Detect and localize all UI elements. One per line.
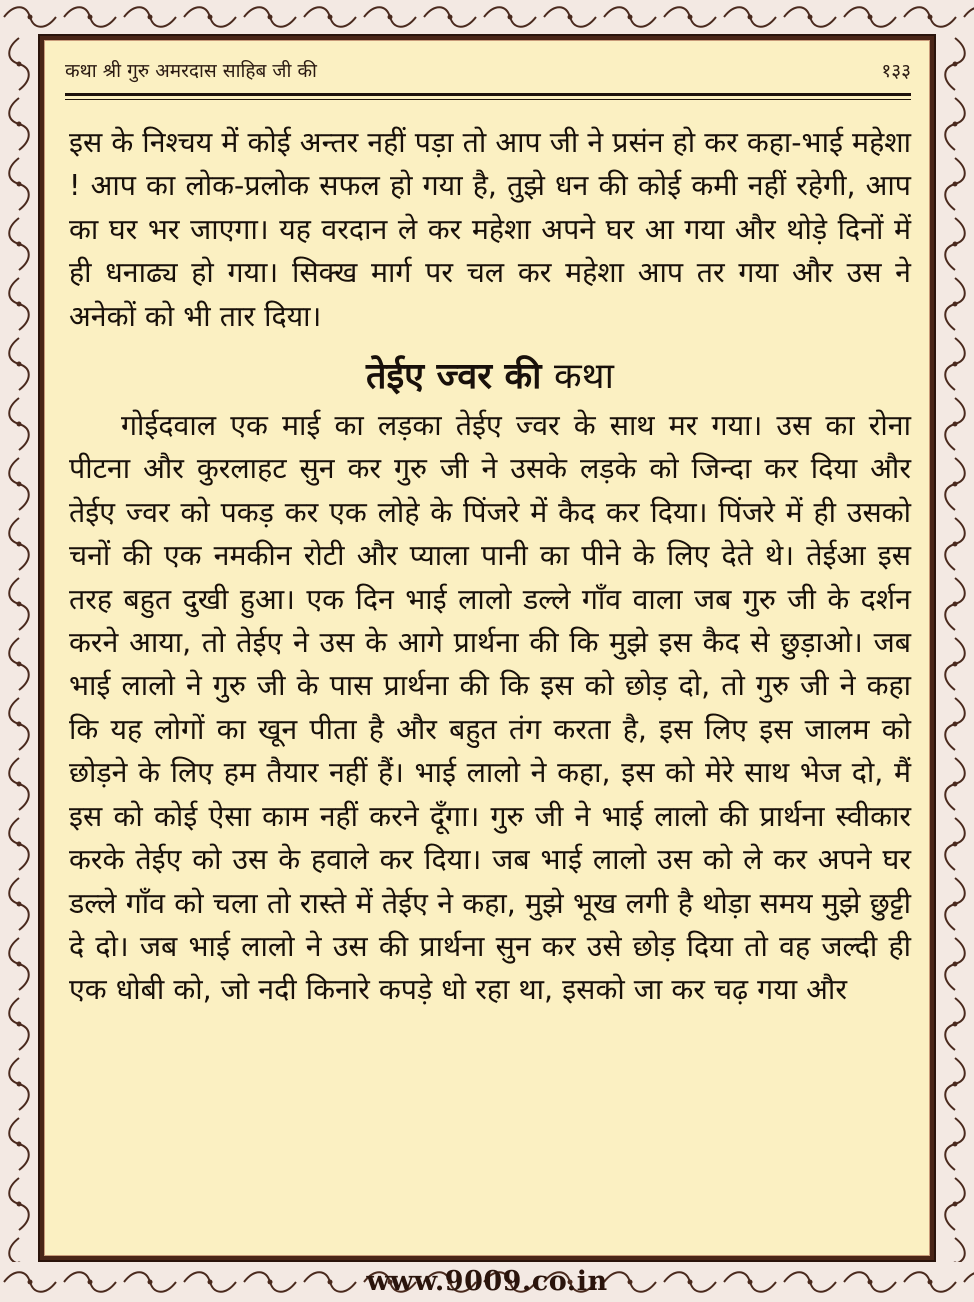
page-panel <box>38 34 936 1262</box>
ornamental-border-left <box>0 34 38 1262</box>
section-heading-light: कथा <box>554 356 614 398</box>
footer-url: www.9009.co.in <box>366 1266 608 1297</box>
paragraph-1: इस के निश्चय में कोई अन्तर नहीं पड़ा तो आप जी ने प्रसंन हो कर कहा-भाई महेशा ! आप का लोक-प्रलोक सफल हो गया है, तुझे धन की कोई कमी नहीं रहेगी, आप का घर भर जाएगा। यह वरदान ले कर महेशा अपने घर आ गया और थोड़े दिनों में ही धनाढ्य हो गया। सिक्ख मार्ग पर चल कर महेशा आप तर गया और उस ने अनेकों को भी तार दिया। <box>69 126 911 333</box>
header-rule-thin <box>65 99 911 100</box>
ornamental-border-top <box>0 0 974 34</box>
header-rule-thick <box>65 93 911 96</box>
book-page <box>44 40 930 1256</box>
section-heading <box>69 352 911 402</box>
ornamental-border-right <box>936 34 974 1262</box>
paragraph-2: गोईदवाल एक माई का लड़का तेईए ज्वर के साथ मर गया। उस का रोना पीटना और कुरलाहट सुन कर गुरु जी ने उसके लड़के को जिन्दा कर दिया और तेईए ज्वर को पकड़ कर एक लोहे के पिंजरे में कैद कर दिया। पिंजरे में ही उसको चनों की एक नमकीन रोटी और प्याला पानी का पीने के लिए देते थे। तेईआ इस तरह बहुत दुखी हुआ। एक दिन भाई लालो डल्ले गाँव वाला जब गुरु जी के दर्शन करने आया, तो तेईए ने उस के आगे प्रार्थना की कि मुझे इस कैद से छुड़ाओ। जब भाई लालो ने गुरु जी के पास प्रार्थना की कि इस को छोड़ दो, तो गुरु जी ने कहा कि यह लोगों का खून पीता है और बहुत तंग करता है, इस लिए इस जालम को छोड़ने के लिए हम तैयार नहीं हैं। भाई लालो ने कहा, इस को मेरे साथ भेज दो, मैं इस को कोई ऐसा काम नहीं करने दूँगा। गुरु जी ने भाई लालो की प्रार्थना स्वीकार करके तेईए को उस के हवाले कर दिया। जब भाई लालो उस को ले कर अपने घर डल्ले गाँव को चला तो रास्ते में तेईए ने कहा, मुझे भूख लगी है थोड़ा समय मुझे छुट्टी दे दो। जब भाई लालो ने उस की प्रार्थना सुन कर उसे छोड़ दिया तो वह जल्दी ही एक धोबी को, जो नदी किनारे कपड़े धो रहा था, इसको जा कर चढ़ गया और <box>69 409 911 1007</box>
section-heading-bold: तेईए ज्वर की <box>365 356 542 398</box>
running-head <box>65 57 911 87</box>
page-number: १३३ <box>881 60 911 82</box>
body-text <box>69 121 911 1012</box>
running-head-title: कथा श्री गुरु अमरदास साहिब जी की <box>65 60 317 82</box>
